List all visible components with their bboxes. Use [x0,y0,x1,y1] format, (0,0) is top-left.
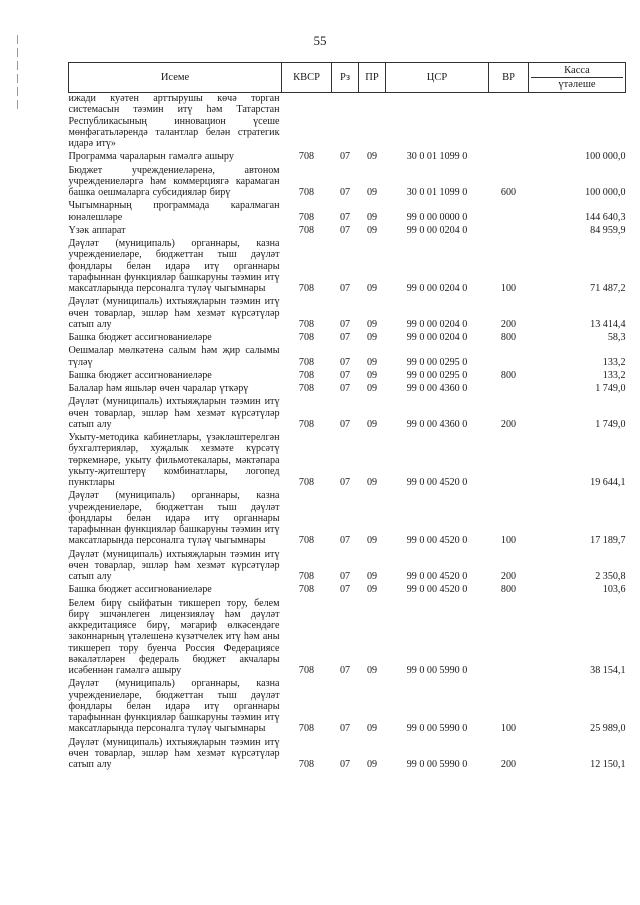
margin-tick [17,74,18,83]
cell-csr: 99 0 00 4520 0 [406,477,468,488]
table-row [69,330,626,343]
header-sum [529,63,626,93]
cell-name: Дәүләт (муниципаль) ихтыяҗларын тәэмин итү өчен товарлар, эшләр һәм хезмәт күрсәтүләр сатып алу [68,396,280,430]
cell-csr: 99 0 00 0000 0 [406,211,468,223]
cell-pr: 09 [366,571,378,582]
cell-sum: 1 749,0 [595,418,626,430]
cell-pr: 09 [366,318,378,330]
cell-rz: 07 [339,723,351,735]
cell-csr: 30 0 01 1099 0 [406,151,468,163]
cell-vr: 200 [500,571,517,582]
cell-sum: 17 189,7 [590,535,626,547]
cell-pr: 09 [366,187,378,198]
cell-csr: 99 0 00 0204 0 [406,283,468,294]
cell-vr [489,149,529,162]
header-sum-label [531,64,623,91]
cell-rz: 07 [339,571,351,582]
cell-sum: 103,6 [602,584,626,596]
cell-sum: 13 414,4 [590,318,626,330]
cell-name: Программа чараларын гамәлгә ашыру [68,151,234,163]
table-row [69,163,626,199]
cell-csr: 99 0 00 4520 0 [406,535,468,547]
header-row [69,63,626,93]
cell-csr: 99 0 00 0204 0 [406,224,468,236]
cell-pr: 09 [366,332,378,343]
cell-pr: 09 [366,418,378,430]
cell-kvsr: 708 [298,665,315,676]
cell-csr: 99 0 00 0204 0 [406,318,468,330]
header-rz: Рз [332,63,359,93]
cell-csr: 99 0 00 5990 0 [406,759,468,770]
cell-pr: 09 [366,759,378,770]
cell-name: Белем бирү сыйфатын тикшереп тору, белем бирү эшчәнлеген лицензияләү һәм дәүләт аккредитациясе бирү, мәгариф өлкәсендәге законнарның үтәлешенә күзәтчелек итү һәм аны тикшереп тору буенча Россия Федерациясе вәкаләтләрен федераль бюджет акчалары исәбеннән гамәлгә ашыру [68,597,280,676]
cell-kvsr: 708 [298,369,315,381]
cell-sum: 100 000,0 [585,187,626,198]
cell-sum: 58,3 [607,332,626,343]
cell-csr: 99 0 00 0295 0 [406,369,468,381]
cell-csr: 99 0 00 4520 0 [406,571,468,582]
cell-kvsr: 708 [298,283,315,294]
cell-rz: 07 [339,332,351,343]
cell-vr: 200 [500,418,517,430]
cell-sum: 19 644,1 [590,477,626,488]
cell-kvsr: 708 [298,383,315,394]
cell-name: Балалар һәм яшьләр өчен чаралар үткәрү [68,383,249,394]
cell-rz: 07 [339,224,351,236]
cell-pr: 09 [366,356,378,368]
cell-csr: 99 0 00 4360 0 [406,418,468,430]
cell-name: Чыгымнарның программада каралмаган юнәлешләре [68,200,280,223]
cell-pr: 09 [366,665,378,676]
cell-csr: 99 0 00 4520 0 [406,584,468,596]
table-row [69,676,626,734]
cell-name: Дәүләт (муниципаль) ихтыяҗларын тәэмин итү өчен товарлар, эшләр һәм хезмәт күрсәтүләр сатып алу [68,736,280,770]
cell-vr [489,381,529,394]
cell-vr: 100 [500,723,517,735]
margin-tick [17,87,18,96]
cell-name: Дәүләт (муниципаль) ихтыяҗларын тәэмин итү өчен товарлар, эшләр һәм хезмәт күрсәтүләр сатып алу [68,296,280,330]
cell-sum: 133,2 [602,369,626,381]
cell-rz: 07 [339,477,351,488]
cell-pr: 09 [366,211,378,223]
cell-rz: 07 [339,369,351,381]
cell-name: Башка бюджет ассигнованиеләре [68,584,212,596]
cell-sum: 84 959,9 [590,224,626,236]
margin-tick [17,61,18,70]
table-row [69,488,626,546]
cell-sum: 25 989,0 [590,723,626,735]
cell-csr: 30 0 01 1099 0 [406,187,468,198]
table-row [69,381,626,394]
cell-vr: 100 [500,535,517,547]
cell-rz: 07 [339,759,351,770]
cell-name: Оешмалар мөлкәтенә салым һәм җир салымы түләү [68,345,280,368]
table-row [69,343,626,368]
cell-vr [489,430,529,488]
cell-kvsr: 708 [298,418,315,430]
margin-marks [17,35,18,113]
cell-name: Үзәк аппарат [68,224,126,236]
cell-rz: 07 [339,356,351,368]
table-row [69,596,626,677]
cell-kvsr: 708 [298,477,315,488]
cell-vr: 800 [500,584,517,596]
header-pr: ПР [359,63,386,93]
cell-sum: 2 350,8 [595,571,626,582]
cell-pr: 09 [366,151,378,163]
table-row [69,582,626,595]
cell-sum [529,93,626,150]
table-row [69,735,626,771]
cell-rz: 07 [339,535,351,547]
cell-rz: 07 [339,418,351,430]
cell-vr: 800 [500,332,517,343]
cell-pr: 09 [366,283,378,294]
cell-vr: 100 [500,283,517,294]
cell-sum: 144 640,3 [585,211,626,223]
cell-kvsr: 708 [298,584,315,596]
cell-pr: 09 [366,723,378,735]
cell-kvsr: 708 [298,318,315,330]
cell-rz: 07 [339,151,351,163]
cell-vr: 600 [500,187,517,198]
cell-rz: 07 [339,383,351,394]
page-number: 55 [313,33,327,48]
margin-tick [17,35,18,44]
table-row [69,149,626,162]
cell-kvsr: 708 [298,211,315,223]
cell-csr: 99 0 00 0295 0 [406,356,468,368]
header-vr: ВР [489,63,529,93]
cell-csr: 99 0 00 4360 0 [406,383,468,394]
cell-name: ижади куәтен арттырушы көчә торган системасын тәэмин итү һәм Татарстан Республикасының инновацион үсеше мөнфәгатьләрендә талантлар белән стратегик идарә итү» [68,93,280,149]
budget-table [68,62,626,770]
cell-csr: 99 0 00 5990 0 [406,723,468,735]
table-row [69,394,626,430]
cell-pr: 09 [366,383,378,394]
table-row [69,93,626,150]
margin-tick [17,100,18,109]
cell-rz: 07 [339,283,351,294]
table-row [69,223,626,236]
header-sum-line2: үтәлеше [531,77,623,91]
cell-kvsr: 708 [298,356,315,368]
cell-kvsr: 708 [298,571,315,582]
cell-pr: 09 [366,535,378,547]
cell-sum: 1 749,0 [595,383,626,394]
header-name: Исеме [69,63,282,93]
table-body [69,93,626,771]
cell-csr [386,93,489,150]
cell-name: Башка бюджет ассигнованиеләре [68,369,212,381]
cell-sum: 38 154,1 [590,665,626,676]
cell-kvsr: 708 [298,224,315,236]
cell-name: Бюджет учреждениеләренә, автоном учреждениеләргә һәм коммерциягә карамаган башка оешмаларга субсидияләр бирү [68,164,280,198]
cell-name: Дәүләт (муниципаль) органнары, казна учреждениеләре, бюджеттан тыш дәүләт фондлары белән идарә итү органнары тарафыннан функцияләр башкаруны тәэмин итү максатларында персоналга түләү чыгымнары [68,678,280,735]
cell-vr [489,198,529,223]
header-csr: ЦСР [386,63,489,93]
cell-csr: 99 0 00 0204 0 [406,332,468,343]
cell-name: Дәүләт (муниципаль) органнары, казна учреждениеләре, бюджеттан тыш дәүләт фондлары белән идарә итү органнары тарафыннан функцияләр башкаруны тәэмин итү максатларында персоналга түләү чыгымнары [68,238,280,294]
cell-pr: 09 [366,584,378,596]
cell-name: Башка бюджет ассигнованиеләре [68,332,212,343]
cell-kvsr: 708 [298,759,315,770]
header-sum-line1: Касса [564,65,590,76]
cell-vr [489,343,529,368]
cell-rz [332,93,359,150]
cell-kvsr [282,93,332,150]
cell-kvsr: 708 [298,332,315,343]
table-row [69,547,626,583]
table-row [69,236,626,294]
cell-kvsr: 708 [298,187,315,198]
cell-rz: 07 [339,318,351,330]
cell-sum: 71 487,2 [590,283,626,294]
cell-rz: 07 [339,187,351,198]
cell-csr: 99 0 00 5990 0 [406,665,468,676]
cell-vr [489,223,529,236]
cell-pr: 09 [366,224,378,236]
cell-name: Укыту-методика кабинетлары, үзәкләштерелгән бухгалтерияләр, хуҗалык хезмәте күрсәтү төркемнәре, укыту фильмотекалары, мәктәпара укыту-җитештерү комбинатлары, логопед пунктлары [68,432,280,488]
cell-sum: 100 000,0 [585,151,626,163]
table-row [69,294,626,330]
table-row [69,368,626,381]
cell-kvsr: 708 [298,723,315,735]
table-row [69,198,626,223]
cell-pr [359,93,386,150]
cell-rz: 07 [339,665,351,676]
cell-vr [489,93,529,150]
cell-pr: 09 [366,369,378,381]
table-header [69,63,626,93]
cell-rz: 07 [339,211,351,223]
cell-name: Дәүләт (муниципаль) органнары, казна учреждениеләре, бюджеттан тыш дәүләт фондлары белән идарә итү органнары тарафыннан функцияләр башкаруны тәэмин итү максатларында персоналга түләү чыгымнары [68,490,280,547]
cell-vr: 800 [500,369,517,381]
cell-kvsr: 708 [298,535,315,547]
cell-vr [489,596,529,677]
cell-vr: 200 [500,318,517,330]
cell-sum: 12 150,1 [590,759,626,770]
header-kvsr: КВСР [282,63,332,93]
cell-rz: 07 [339,584,351,596]
cell-pr: 09 [366,477,378,488]
cell-kvsr: 708 [298,151,315,163]
cell-sum: 133,2 [602,356,626,368]
cell-vr: 200 [500,759,517,770]
table-row [69,430,626,488]
cell-name: Дәүләт (муниципаль) ихтыяҗларын тәэмин итү өчен товарлар, эшләр һәм хезмәт күрсәтүләр сатып алу [68,548,280,582]
margin-tick [17,48,18,57]
